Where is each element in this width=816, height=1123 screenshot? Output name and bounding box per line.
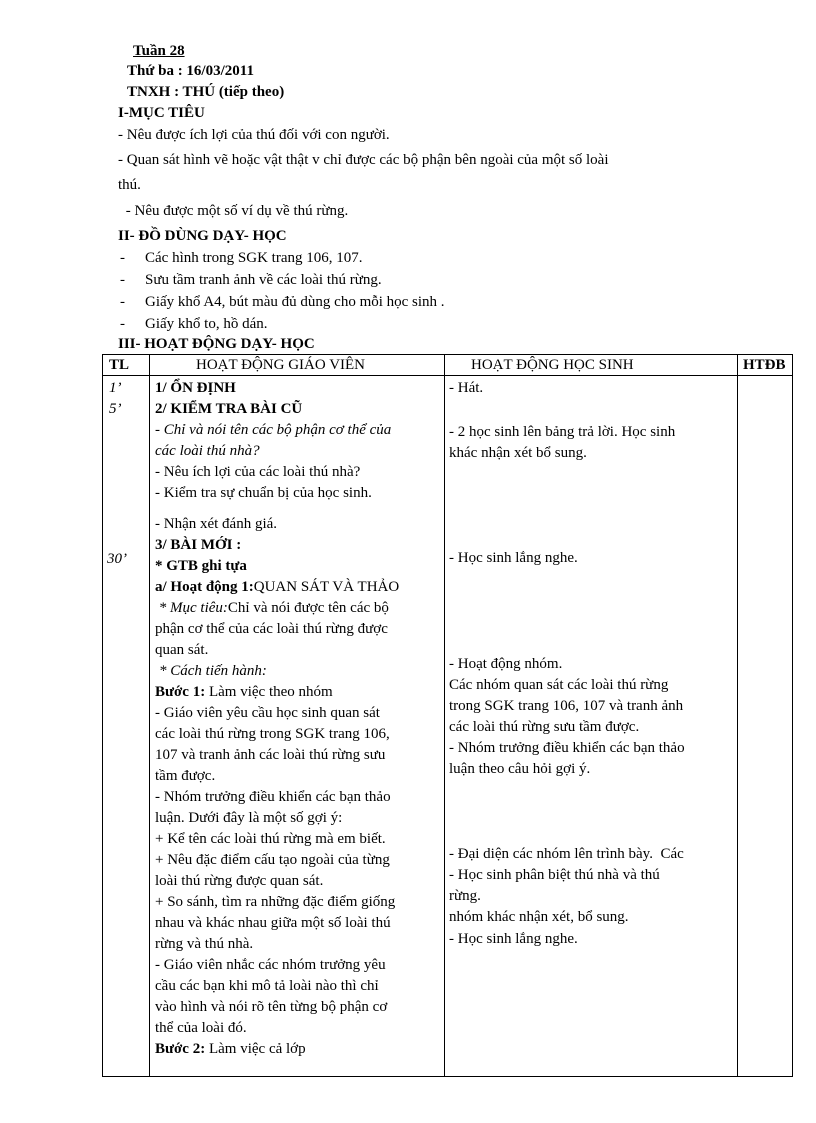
activity1-label: a/ Hoạt động 1: — [155, 579, 254, 595]
student-line: - Học sinh phân biệt thú nhà và thú — [449, 867, 660, 883]
student-line: rừng. — [449, 888, 481, 904]
teacher-line: - Chỉ và nói tên các bộ phận cơ thể của — [155, 422, 392, 438]
list-dash: - — [120, 250, 125, 266]
section-review: 2/ KIỂM TRA BÀI CŨ — [155, 401, 303, 417]
student-line: - Nhóm trưởng điều khiển các bạn thảo — [449, 740, 685, 756]
teacher-line: vào hình và nói rõ tên từng bộ phận cơ — [155, 999, 388, 1015]
teacher-line: - Kiểm tra sự chuẩn bị của học sinh. — [155, 485, 372, 501]
step2-label: Bước 2: — [155, 1041, 206, 1057]
material-item: Giấy khổ A4, bút màu đủ dùng cho mỗi học sinh . — [145, 294, 445, 310]
teacher-line: + So sánh, tìm ra những đặc điểm giống — [155, 894, 396, 910]
material-item: Sưu tầm tranh ảnh về các loài thú rừng. — [145, 272, 382, 288]
materials-heading: II- ĐỒ DÙNG DẠY- HỌC — [118, 228, 287, 244]
student-line: - Hoạt động nhóm. — [449, 656, 563, 672]
section-new-lesson: 3/ BÀI MỚI : — [155, 537, 242, 553]
teacher-line: luận. Dưới đây là một số gợi ý: — [155, 810, 343, 826]
objective-item: - Quan sát hình vẽ hoặc vật thật v chỉ được các bộ phận bên ngoài của một số loài — [118, 152, 609, 168]
student-response: - Hát. — [449, 380, 484, 396]
time-cell: 1’ — [109, 380, 122, 396]
teacher-line: - Giáo viên nhắc các nhóm trưởng yêu — [155, 957, 386, 973]
teacher-line: các loài thú rừng trong SGK trang 106, — [155, 726, 390, 742]
teacher-line: + Nêu đặc điểm cấu tạo ngoài của từng — [155, 852, 390, 868]
material-item: Các hình trong SGK trang 106, 107. — [145, 250, 363, 266]
teacher-line: thể của loài đó. — [155, 1020, 247, 1036]
teacher-line: các loài thú nhà? — [155, 443, 260, 459]
list-dash: - — [120, 316, 125, 332]
teacher-line: phận cơ thể của các loài thú rừng được — [155, 621, 388, 637]
student-line: khác nhận xét bổ sung. — [449, 445, 587, 461]
student-response: - Học sinh lắng nghe. — [449, 931, 578, 947]
week-label: Tuần 28 — [133, 43, 185, 59]
teacher-line: rừng và thú nhà. — [155, 936, 254, 952]
teacher-line: 107 và tranh ảnh các loài thú rừng sưu — [155, 747, 386, 763]
teacher-line: - Nêu ích lợi của các loài thú nhà? — [155, 464, 361, 480]
student-line: - Đại diện các nhóm lên trình bày. Các — [449, 846, 684, 862]
student-line: luận theo câu hỏi gợi ý. — [449, 761, 591, 777]
teacher-line: cầu các bạn khi mô tả loài nào thì chỉ — [155, 978, 379, 994]
column-header-student: HOẠT ĐỘNG HỌC SINH — [471, 357, 634, 373]
teacher-line: * GTB ghi tựa — [155, 558, 247, 574]
teacher-activities — [155, 378, 438, 1060]
teacher-line: quan sát. — [155, 642, 209, 658]
teacher-line: tầm được. — [155, 768, 216, 784]
objective-item: - Nêu được ích lợi của thú đối với con người. — [118, 127, 390, 143]
activities-table — [102, 354, 793, 1077]
list-dash: - — [120, 272, 125, 288]
teacher-line: loài thú rừng được quan sát. — [155, 873, 324, 889]
student-line: - 2 học sinh lên bảng trả lời. Học sinh — [449, 424, 676, 440]
student-response — [449, 865, 660, 907]
teacher-line: + Kể tên các loài thú rừng mà em biết. — [155, 831, 386, 847]
student-response — [449, 654, 685, 780]
material-item: Giấy khổ to, hồ dán. — [145, 316, 268, 332]
section-stabilize: 1/ ỔN ĐỊNH — [155, 380, 236, 396]
goal-text: Chỉ và nói được tên các bộ — [227, 600, 389, 616]
column-header-support: HTĐB — [743, 357, 786, 373]
student-line: các loài thú rừng sưu tầm được. — [449, 719, 640, 735]
column-divider — [737, 355, 738, 1076]
student-line: Các nhóm quan sát các loài thú rừng — [449, 677, 669, 693]
step1-text: Làm việc theo nhóm — [205, 684, 333, 700]
column-divider — [149, 355, 150, 1076]
step2-text: Làm việc cả lớp — [205, 1041, 306, 1057]
goal-label: * Mục tiêu: — [158, 600, 228, 616]
time-cell: 5’ — [109, 401, 122, 417]
teacher-line: nhau và khác nhau giữa một số loài thú — [155, 915, 391, 931]
column-header-teacher: HOẠT ĐỘNG GIÁO VIÊN — [196, 357, 366, 373]
column-header-time: TL — [109, 357, 130, 373]
activities-heading: III- HOẠT ĐỘNG DẠY- HỌC — [118, 336, 315, 352]
column-divider — [444, 355, 445, 1076]
lesson-title: TNXH : THÚ (tiếp theo) — [127, 84, 285, 100]
step1-label: Bước 1: — [155, 684, 206, 700]
teacher-line: - Giáo viên yêu cầu học sinh quan sát — [155, 705, 380, 721]
activity1-title: QUAN SÁT VÀ THẢO — [253, 579, 400, 595]
time-cell: 30’ — [107, 551, 127, 567]
student-response: - Học sinh lắng nghe. — [449, 550, 578, 566]
student-line: trong SGK trang 106, 107 và tranh ảnh — [449, 698, 684, 714]
date-label: Thứ ba : 16/03/2011 — [127, 63, 254, 79]
teacher-line: - Nhận xét đánh giá. — [155, 516, 278, 532]
student-response — [449, 422, 675, 464]
objective-item: - Nêu được một số ví dụ về thú rừng. — [122, 203, 349, 219]
objectives-heading: I-MỤC TIÊU — [118, 105, 205, 121]
list-dash: - — [120, 294, 125, 310]
objective-item: thú. — [118, 177, 141, 193]
teacher-line: - Nhóm trưởng điều khiển các bạn thảo — [155, 789, 391, 805]
student-line: nhóm khác nhận xét, bổ sung. — [449, 909, 629, 925]
method-label: * Cách tiến hành: — [159, 663, 267, 679]
